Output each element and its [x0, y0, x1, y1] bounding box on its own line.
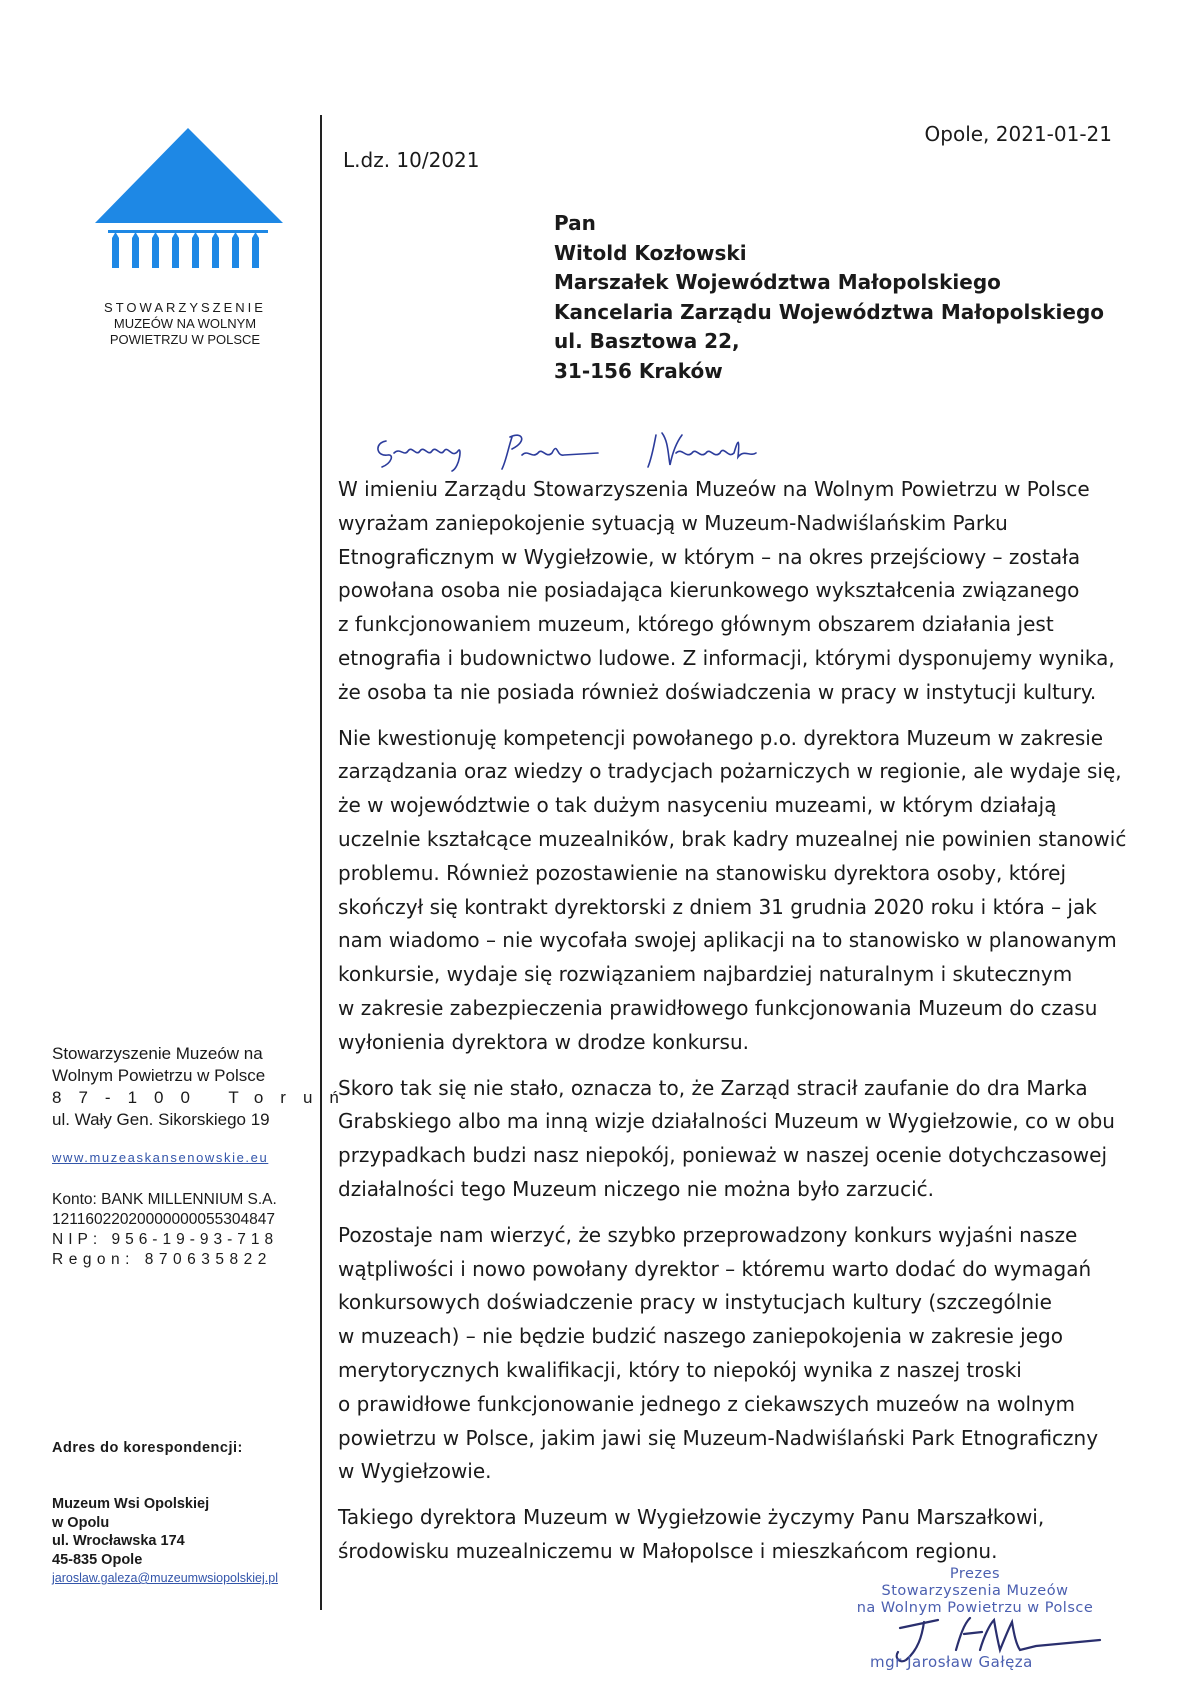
body-line: etnografia i budownictwo ludowe. Z informacji, którymi dysponujemy wynika, [338, 645, 1115, 670]
body-line: wyłonienia dyrektora w drodze konkursu. [338, 1029, 749, 1054]
body-line: w muzeach) – nie będzie budzić naszego zaniepokojenia w zakresie jego [338, 1324, 1063, 1349]
signer-name: mgr Jarosław Gałęza [870, 1653, 1033, 1671]
recipient-line: Witold Kozłowski [554, 240, 747, 265]
correspondence-heading: Adres do korespondencji: [52, 1440, 243, 1456]
recipient-line: Kancelaria Zarządu Województwa Małopolskiego [554, 299, 1105, 324]
address-line: ul. Wały Gen. Sikorskiego 19 [52, 1110, 270, 1129]
body-line: problemu. Również pozostawienie na stanowisku dyrektora osoby, której [338, 860, 1067, 885]
correspondence-email-link[interactable]: jaroslaw.galeza@muzeumwsiopolskiej.pl [52, 1571, 278, 1585]
org-name-line-2: MUZEÓW NA WOLNYM [113, 316, 257, 331]
body-line: działalności tego Muzeum niczego nie można było zarzucić. [338, 1176, 935, 1201]
body-paragraph [338, 1072, 1113, 1207]
body-line: konkursowych doświadczenie pracy w instytucjach kultury (szczególnie [338, 1290, 1052, 1315]
body-line: W imieniu Zarządu Stowarzyszenia Muzeów na Wolnym Powietrzu w Polsce [338, 477, 1090, 501]
address-line: Stowarzyszenie Muzeów na [52, 1044, 263, 1063]
body-line: merytorycznych kwalifikacji, który to niepokój wynika z naszej troski [338, 1357, 1022, 1382]
correspondence-line: w Opolu [52, 1514, 110, 1531]
body-paragraph [338, 1219, 1113, 1489]
correspondence-line: Muzeum Wsi Opolskiej [52, 1496, 210, 1512]
bank-details [52, 1190, 278, 1270]
body-line: powietrzu w Polsce, jakim jawi się Muzeum-Nadwiślański Park Etnograficzny [338, 1425, 1099, 1450]
body-line: w Wygiełzowie. [338, 1459, 492, 1484]
body-line: z funkcjonowaniem muzeum, którego głównym obszarem działania jest [338, 612, 1054, 637]
handwritten-salutation [372, 423, 812, 473]
stamp-line: Stowarzyszenia Muzeów [881, 1583, 1069, 1599]
body-line: Nie kwestionuję kompetencji powołanego p.o. dyrektora Muzeum w zakresie [338, 725, 1104, 750]
bank-line: 12116022020000000055304847 [52, 1211, 275, 1228]
body-line: Skoro tak się nie stało, oznacza to, że Zarząd stracił zaufanie do dra Marka [338, 1075, 1088, 1100]
correspondence-address [52, 1495, 278, 1588]
body-line: Etnograficznym w Wygiełzowie, w którym – na okres przejściowy – została [338, 544, 1081, 569]
recipient-line: ul. Basztowa 22, [554, 329, 740, 353]
vertical-divider [320, 115, 322, 1610]
letter-body [338, 473, 1127, 1581]
bank-line: Konto: BANK MILLENNIUM S.A. [52, 1191, 277, 1208]
recipient-line: 31-156 Kraków [554, 358, 723, 383]
body-line: o prawidłowe funkcjonowanie jednego z ciekawszych muzeów na wolnym [338, 1391, 1076, 1416]
body-paragraph [338, 722, 1127, 1060]
body-paragraph [338, 473, 1113, 710]
website-link[interactable]: www.muzeaskansenowskie.eu [52, 1150, 269, 1165]
body-line: skończył się kontrakt dyrektorski z dniem 31 grudnia 2020 roku i która – jak [338, 894, 1097, 919]
body-line: środowisku muzealniczemu w Małopolsce i mieszkańcom regionu. [338, 1538, 998, 1563]
stamp-line: Prezes [949, 1566, 1001, 1582]
house-roof-icon [95, 128, 283, 268]
org-name-line-1: STOWARZYSZENIE [104, 300, 266, 315]
address-line: Wolnym Powietrzu w Polsce [52, 1066, 266, 1085]
body-line: zarządzania oraz wiedzy o tradycjach pożarniczych w regionie, ale wydaje się, [338, 759, 1122, 784]
correspondence-line: 45-835 Opole [52, 1551, 143, 1568]
body-line: że w województwie o tak dużym nasyceniu muzeami, w którym działają [338, 793, 1057, 818]
body-line: uczelnie kształcące muzealników, brak kadry muzealnej nie powinien stanowić [338, 826, 1127, 851]
bank-line: NIP: 956-19-93-718 [52, 1231, 279, 1248]
body-line: w zakresie zabezpieczenia prawidłowego funkcjonowania Muzeum do czasu [338, 995, 1098, 1020]
stamp-line: na Wolnym Powietrzu w Polsce [856, 1600, 1094, 1616]
recipient-block [554, 209, 1104, 386]
correspondence-line: ul. Wrocławska 174 [52, 1533, 185, 1549]
body-line: nam wiadomo – nie wycofała swojej aplikacji na to stanowisko w planowanym [338, 928, 1117, 953]
place-date: Opole, 2021-01-21 [924, 122, 1112, 146]
body-line: Takiego dyrektora Muzeum w Wygiełzowie życzymy Panu Marszałkowi, [338, 1505, 1045, 1530]
body-line: przypadkach budzi nasz niepokój, ponieważ w naszej ocenie dotychczasowej [338, 1143, 1108, 1168]
organization-logo [90, 128, 300, 348]
address-line: 87-100 Toruń [52, 1088, 356, 1107]
body-line: wątpliwości i nowo powołany dyrektor – któremu warto dodać do wymagań [338, 1256, 1092, 1281]
body-line: że osoba ta nie posiada również doświadczenia w pracy w instytucji kultury. [338, 679, 1097, 704]
body-line: powołana osoba nie posiadająca kierunkowego wykształcenia związanego [338, 578, 1080, 603]
body-paragraph [338, 1501, 1113, 1569]
body-line: wyrażam zaniepokojenie sytuacją w Muzeum-Nadwiślańskim Parku [338, 510, 1008, 535]
sender-address [52, 1043, 356, 1131]
reference-number: L.dz. 10/2021 [343, 148, 480, 172]
recipient-line: Pan [554, 211, 596, 235]
org-name-line-3: POWIETRZU W POLSCE [109, 332, 261, 347]
bank-line: Regon: 870635822 [52, 1251, 272, 1268]
body-line: konkursie, wydaje się rozwiązaniem najbardziej naturalnym i skutecznym [338, 962, 1073, 987]
body-line: Grabskiego albo ma inną wizje działalności Muzeum w Wygiełzowie, co w obu [338, 1109, 1115, 1134]
body-line: Pozostaje nam wierzyć, że szybko przeprowadzony konkurs wyjaśni nasze [338, 1222, 1078, 1247]
recipient-line: Marszałek Województwa Małopolskiego [554, 270, 1001, 294]
